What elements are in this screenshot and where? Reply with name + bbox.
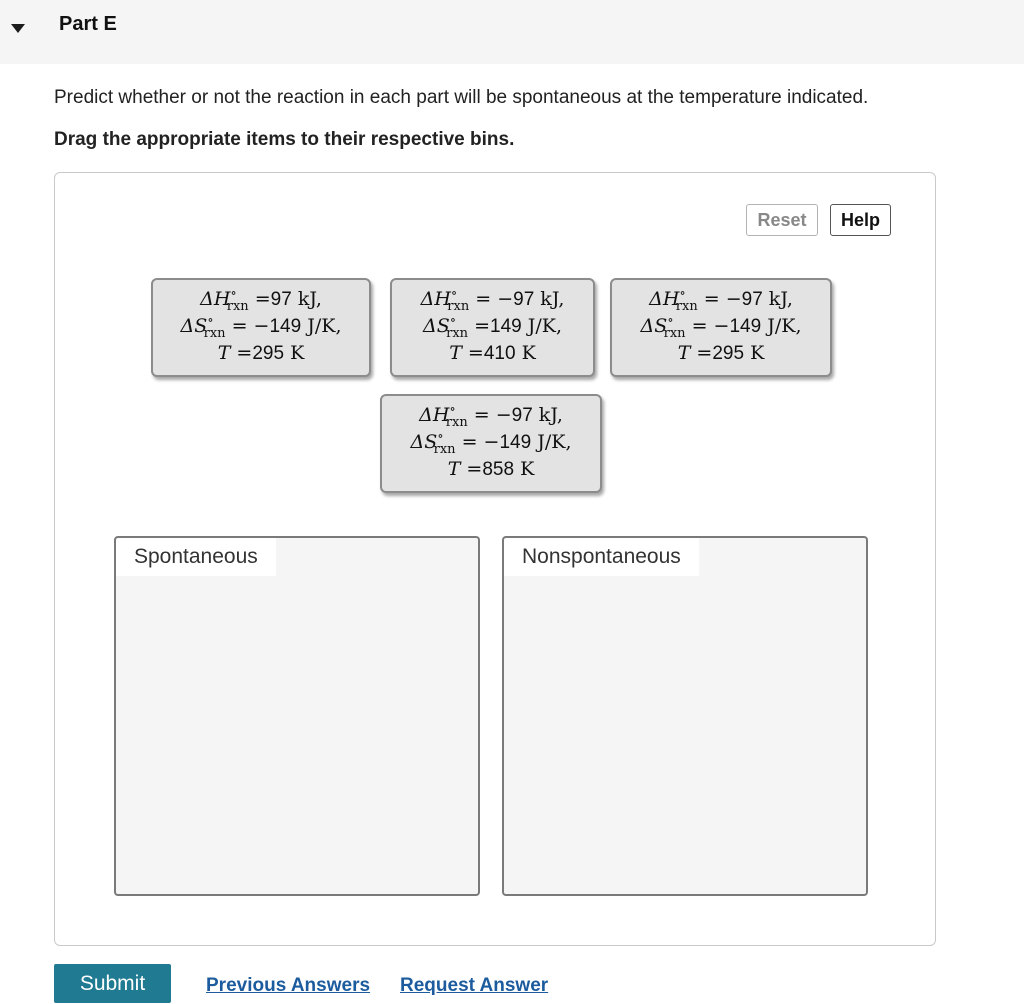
instruction-text: Predict whether or not the reaction in each part will be spontaneous at the temperature indicated.	[54, 87, 869, 108]
part-title: Part E	[59, 13, 117, 35]
bin-spontaneous[interactable]	[114, 536, 480, 896]
collapse-caret-icon[interactable]	[11, 24, 25, 33]
bin-label: Spontaneous	[116, 538, 276, 576]
reset-button[interactable]: Reset	[746, 204, 818, 236]
request-answer-link[interactable]: Request Answer	[400, 975, 549, 996]
part-header[interactable]	[0, 0, 1024, 64]
bin-nonspontaneous[interactable]	[502, 536, 868, 896]
draggable-item[interactable]: $\Delta H^\circ_{rxn} = -97$ kJ, $\Delta S^\circ_{rxn} = -149$ J/K, T =858 K	[380, 394, 602, 493]
instruction-bold: Drag the appropriate items to their respective bins.	[54, 129, 515, 150]
previous-answers-link[interactable]: Previous Answers	[206, 975, 371, 996]
submit-button[interactable]: Submit	[54, 964, 171, 1003]
draggable-item[interactable]: $\Delta H^\circ_{rxn} = -97$ kJ, $\Delta S^\circ_{rxn} = -149$ J/K, T =295 K	[610, 278, 832, 377]
draggable-item[interactable]: $\Delta H^\circ_{rxn} = -97$ kJ, $\Delta S^\circ_{rxn} =149$ J/K, T =410 K	[390, 278, 595, 377]
help-button[interactable]: Help	[830, 204, 891, 236]
draggable-item[interactable]: $\Delta H^\circ_{rxn} =97$ kJ, $\Delta S^\circ_{rxn} = -149$ J/K, T =295 K	[151, 278, 371, 377]
bin-label: Nonspontaneous	[504, 538, 699, 576]
